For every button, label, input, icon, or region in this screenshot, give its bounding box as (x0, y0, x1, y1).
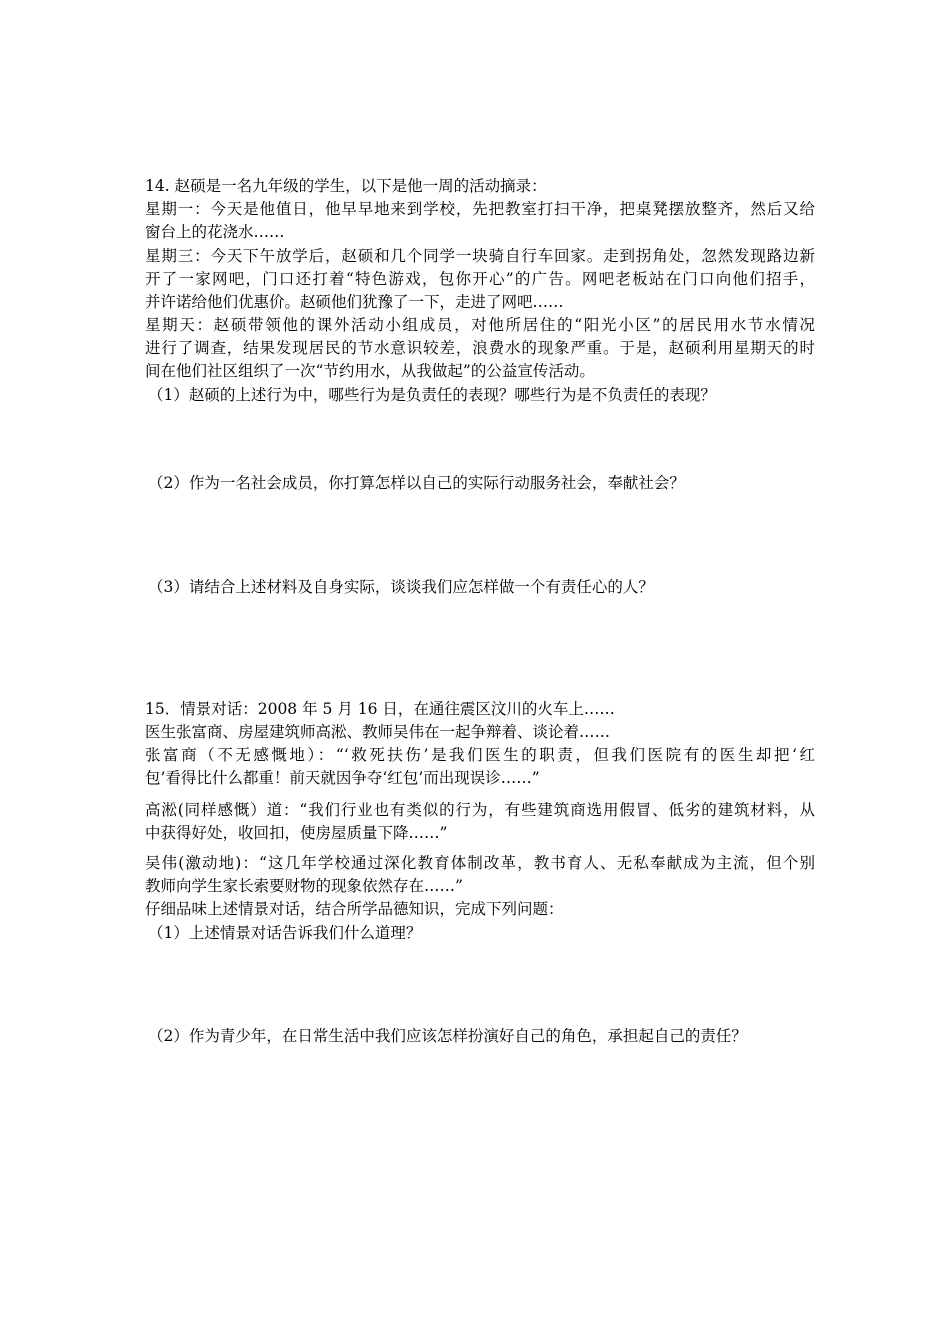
q14-sunday-line-3: 间在他们社区组织了一次“节约用水，从我做起”的公益宣传活动。 (145, 362, 595, 380)
q14-question-1: （1）赵硕的上述行为中，哪些行为是负责任的表现？哪些行为是不负责任的表现？ (148, 386, 716, 404)
q15-gao-line-2: 中获得好处，收回扣，使房屋质量下降……” (145, 824, 448, 842)
q15-wu-line-2: 教师向学生家长索要财物的现象依然存在……” (145, 877, 463, 895)
q15-wu-line-1: 吴伟(激动地)：“这几年学校通过深化教育体制改革，教书育人、无私奉献成为主流，但个别 (145, 854, 815, 872)
q15-intro: 医生张富商、房屋建筑师高淞、教师吴伟在一起争辩着、谈论着…… (145, 723, 611, 741)
q14-wednesday-line-2: 开了一家网吧，门口还打着“特色游戏，包你开心”的广告。网吧老板站在门口向他们招手， (145, 270, 815, 288)
q14-question-2: （2）作为一名社会成员，你打算怎样以自己的实际行动服务社会，奉献社会？ (148, 474, 685, 492)
q14-wednesday-line-1: 星期三：今天下午放学后，赵硕和几个同学一块骑自行车回家。走到拐角处，忽然发现路边新 (145, 247, 815, 265)
q14-monday-line-1: 星期一：今天是他值日，他早早地来到学校，先把教室打扫干净，把桌凳摆放整齐，然后又给 (145, 200, 815, 218)
q14-sunday-line-2: 进行了调查，结果发现居民的节水意识较差，浪费水的现象严重。于是，赵硕利用星期天的时 (145, 339, 815, 357)
q15-instruction: 仔细品味上述情景对话，结合所学品德知识，完成下列问题： (145, 900, 564, 918)
q15-heading: 15．情景对话：2008 年 5 月 16 日，在通往震区汶川的火车上…… (145, 700, 615, 718)
q14-sunday-line-1: 星期天：赵硕带领他的课外活动小组成员，对他所居住的“阳光小区”的居民用水节水情况 (145, 316, 815, 334)
q15-question-1: （1）上述情景对话告诉我们什么道理？ (148, 924, 422, 942)
q15-gao-line-1: 高淞(同样感慨）道：“我们行业也有类似的行为，有些建筑商选用假冒、低劣的建筑材料，从 (145, 801, 815, 819)
q14-monday-line-2: 窗台上的花浇水…… (145, 223, 285, 241)
q15-zhang-line-2: 包’看得比什么都重！前天就因争夺‘红包’而出现误诊……” (145, 769, 540, 787)
q14-heading: 14. 赵硕是一名九年级的学生，以下是他一周的活动摘录： (145, 177, 547, 195)
q15-zhang-line-1: 张富商（不无感慨地）：“‘救死扶伤’是我们医生的职责，但我们医院有的医生却把‘红 (145, 746, 815, 764)
q14-question-3: （3）请结合上述材料及自身实际，谈谈我们应怎样做一个有责任心的人？ (148, 578, 654, 596)
q15-question-2: （2）作为青少年，在日常生活中我们应该怎样扮演好自己的角色，承担起自己的责任？ (148, 1027, 747, 1045)
q14-wednesday-line-3: 并许诺给他们优惠价。赵硕他们犹豫了一下，走进了网吧…… (145, 293, 564, 311)
